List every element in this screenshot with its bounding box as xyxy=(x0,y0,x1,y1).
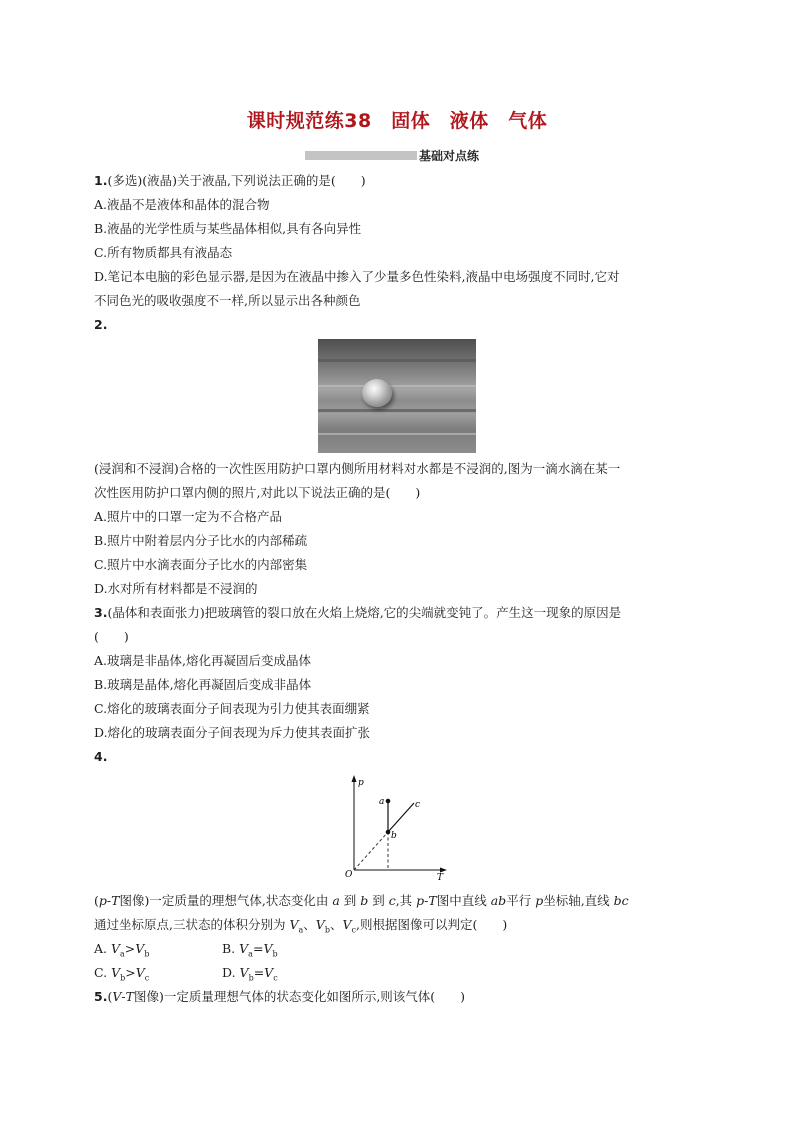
q3-option-c: C.熔化的玻璃表面分子间表现为引力使其表面绷紧 xyxy=(94,701,370,716)
t-axis-arrow xyxy=(440,868,447,873)
q2-option-a: A.照片中的口罩一定为不合格产品 xyxy=(94,509,283,524)
p-axis-label: p xyxy=(358,778,364,788)
point-c-label: c xyxy=(415,800,421,810)
origin-label: O xyxy=(345,870,353,880)
q3-option-a: A.玻璃是非晶体,熔化再凝固后变成晶体 xyxy=(94,653,311,668)
q2-stem-line1: (浸润和不浸润)合格的一次性医用防护口罩内侧所用材料对水都是不浸润的,图为一滴水滴在某一 xyxy=(94,461,621,476)
point-b xyxy=(386,830,391,835)
section-label: 基础对点练 xyxy=(419,148,480,163)
section-header xyxy=(305,147,479,163)
q3-number: 3. xyxy=(94,605,108,620)
q1-option-d-line2: 不同色光的吸收强度不一样,所以显示出各种颜色 xyxy=(94,293,361,308)
q1-option-b: B.液晶的光学性质与某些晶体相似,具有各向异性 xyxy=(94,221,362,236)
p-axis-arrow xyxy=(352,775,357,782)
q1-option-c: C.所有物质都具有液晶态 xyxy=(94,245,233,260)
q1-stem xyxy=(94,173,366,189)
point-a xyxy=(386,799,391,804)
q2-number: 2. xyxy=(94,317,108,332)
q2-stem-line2: 次性医用防护口罩内侧的照片,对此以下说法正确的是( ) xyxy=(94,485,421,500)
q3-stem-line1: 3.(晶体和表面张力)把玻璃管的裂口放在火焰上烧熔,它的尖端就变钝了。产生这一现象的原因是 xyxy=(94,605,622,620)
q5-stem: 5.(V-T图像)一定质量理想气体的状态变化如图所示,则该气体( ) xyxy=(94,989,466,1004)
q4-stem-line1: (p-T图像)一定质量的理想气体,状态变化由 a 到 b 到 c,其 p-T图中直线 ab平行 p坐标轴,直线 bc xyxy=(94,893,629,908)
point-b-label: b xyxy=(391,831,397,841)
q4-option-a: A. $V_a>V_b$ xyxy=(94,941,150,959)
mask-water-drop-photo xyxy=(318,339,476,453)
section-bar xyxy=(305,151,417,160)
q1-option-a: A.液晶不是液体和晶体的混合物 xyxy=(94,197,270,212)
q4-number: 4. xyxy=(94,749,108,764)
q5-number: 5. xyxy=(94,989,108,1004)
point-a-label: a xyxy=(379,797,385,807)
q3-option-d: D.熔化的玻璃表面分子间表现为斥力使其表面扩张 xyxy=(94,725,371,740)
q1-option-d-line1: D.笔记本电脑的彩色显示器,是因为在液晶中掺入了少量多色性染料,液晶中电场强度不同时,它对 xyxy=(94,269,620,284)
q4-stem-line2: 通过坐标原点,三状态的体积分别为 $V_a$、$V_b$、$V_c$,则根据图像可以判定( ) xyxy=(94,917,508,935)
q4-option-d: D. $V_b=V_c$ xyxy=(222,965,278,983)
q3-stem-line2: ( ) xyxy=(94,629,129,644)
water-drop xyxy=(362,379,392,407)
t-axis-label: T xyxy=(437,873,444,882)
q4-option-b: B. $V_a=V_b$ xyxy=(222,941,278,959)
p-t-graph xyxy=(340,772,452,882)
q1-number: 1. xyxy=(94,173,108,188)
page-title: 课时规范练38 固体 液体 气体 xyxy=(246,110,548,132)
q3-option-b: B.玻璃是晶体,熔化再凝固后变成非晶体 xyxy=(94,677,312,692)
origin-dashed-line xyxy=(354,832,388,870)
line-bc xyxy=(388,803,414,832)
q2-option-c: C.照片中水滴表面分子比水的内部密集 xyxy=(94,557,308,572)
q2-option-d: D.水对所有材料都是不浸润的 xyxy=(94,581,258,596)
q1-stem-text: (多选)(液晶)关于液晶,下列说法正确的是( ) xyxy=(107,173,366,188)
q2-option-b: B.照片中附着层内分子比水的内部稀疏 xyxy=(94,533,308,548)
q4-option-c: C. $V_b>V_c$ xyxy=(94,965,150,983)
